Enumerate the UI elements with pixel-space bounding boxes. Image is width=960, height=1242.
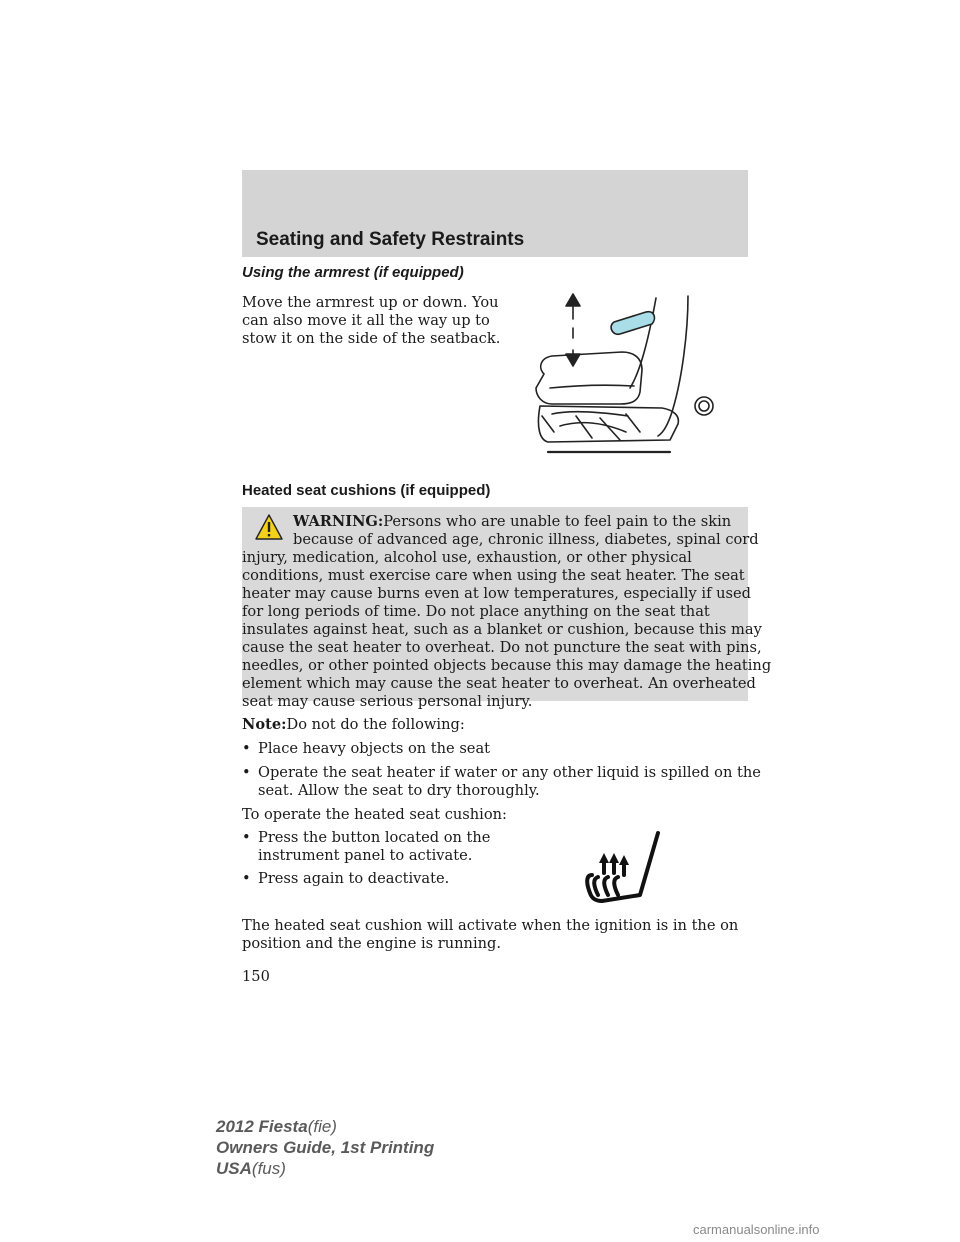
- armrest-text-line: Move the armrest up or down. You: [242, 294, 499, 311]
- note-line: [242, 716, 465, 734]
- operate-bullet-text: Press again to deactivate.: [258, 870, 450, 887]
- warning-text-line: injury, medication, alcohol use, exhaustion, or other physical: [242, 549, 692, 566]
- warning-first-line: [293, 513, 731, 531]
- armrest-text-line: stow it on the side of the seatback.: [242, 330, 501, 347]
- heated-seat-icon: [582, 829, 668, 907]
- bullet-dot: •: [242, 870, 251, 887]
- note-bullet-text: Place heavy objects on the seat: [258, 740, 491, 757]
- warning-text-line: seat may cause serious personal injury.: [242, 693, 533, 710]
- warning-text-line: heater may cause burns even at low temperatures, especially if used: [242, 585, 751, 602]
- operate-intro: To operate the heated seat cushion:: [242, 806, 507, 823]
- warning-text-line: conditions, must exercise care when using the seat heater. The seat: [242, 567, 745, 584]
- note-bullet-text: Operate the seat heater if water or any other liquid is spilled on the: [258, 764, 761, 781]
- footer-model-code: (fie): [307, 1117, 337, 1136]
- watermark: carmanualsonline.info: [693, 1222, 820, 1237]
- footer-region-code: (fus): [251, 1159, 286, 1178]
- footer-region-name: USA: [216, 1159, 252, 1178]
- section-title: Seating and Safety Restraints: [256, 229, 525, 250]
- heated-seat-heading: Heated seat cushions (if equipped): [242, 482, 491, 499]
- warning-text-line: cause the seat heater to overheat. Do not puncture the seat with pins,: [242, 639, 762, 656]
- warning-label: WARNING:: [293, 513, 384, 530]
- armrest-text-line: can also move it all the way up to: [242, 312, 490, 329]
- page-number: 150: [242, 968, 270, 985]
- footer-model: [216, 1117, 337, 1137]
- closing-text-line: position and the engine is running.: [242, 935, 501, 952]
- warning-text-line: insulates against heat, such as a blanket or cushion, because this may: [242, 621, 762, 638]
- bullet-dot: •: [242, 764, 251, 781]
- seat-armrest-illustration: [530, 292, 730, 460]
- warning-text-line: because of advanced age, chronic illness, diabetes, spinal cord: [293, 531, 759, 548]
- armrest-heading: Using the armrest (if equipped): [242, 264, 464, 281]
- note-text: Do not do the following:: [286, 716, 465, 733]
- footer-guide: [216, 1138, 434, 1158]
- note-label: Note:: [242, 716, 287, 733]
- warning-box: [242, 507, 772, 710]
- note-bullet-text: seat. Allow the seat to dry thoroughly.: [258, 782, 540, 799]
- warning-text-line: element which may cause the seat heater to overheat. An overheated: [242, 675, 756, 692]
- operate-bullet-text: instrument panel to activate.: [258, 847, 473, 864]
- warning-text-line: needles, or other pointed objects because this may damage the heating: [242, 657, 772, 674]
- footer-region: [216, 1159, 286, 1179]
- closing-text-line: The heated seat cushion will activate when the ignition is in the on: [242, 917, 739, 934]
- warning-text: Persons who are unable to feel pain to the skin: [383, 513, 732, 530]
- warning-text-line: for long periods of time. Do not place anything on the seat that: [242, 603, 710, 620]
- warning-triangle-icon: [254, 513, 284, 541]
- operate-bullet-text: Press the button located on the: [258, 829, 491, 846]
- bullet-dot: •: [242, 740, 251, 757]
- bullet-dot: •: [242, 829, 251, 846]
- footer-model-name: 2012 Fiesta: [216, 1117, 308, 1136]
- footer-guide-text: Owners Guide, 1st Printing: [216, 1138, 435, 1157]
- section-header: [242, 170, 748, 257]
